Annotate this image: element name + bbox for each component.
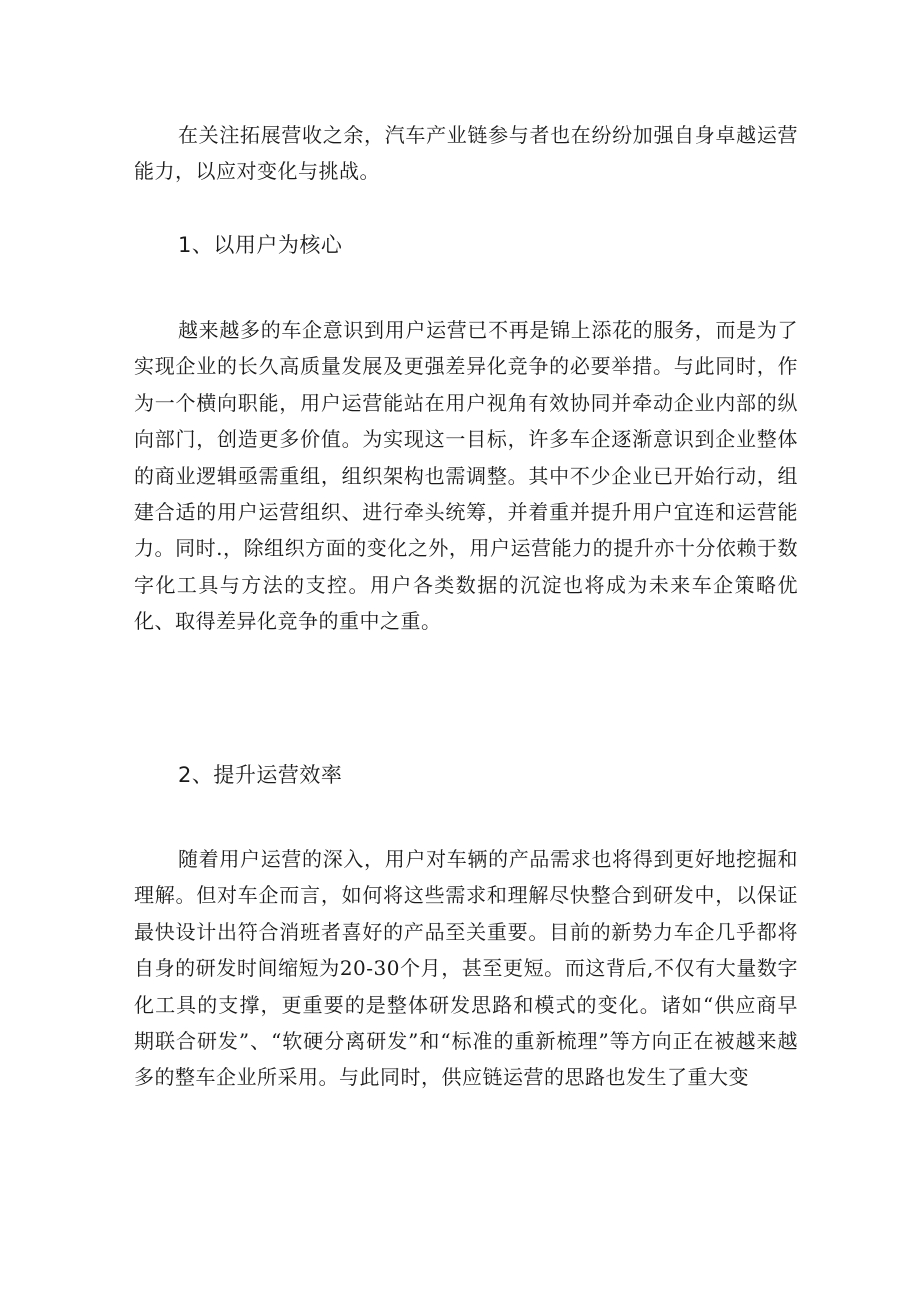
section-heading-operational-efficiency: 2、提升运营效率 (178, 763, 343, 787)
user-operations-paragraph: 越来越多的车企意识到用户运营已不再是锦上添花的服务，而是为了实现企业的长久高质量发展及更强差异化竞争的必要举措。与此同时，作为一个横向职能，用户运营能站在用户视角有效协同并牵动企业内部的纵向部门，创造更多价值。为实现这一目标，许多车企逐渐意识到企业整体的商业逻辑亟需重组，组织架构也需调整。其中不少企业已开始行动，组建合适的用户运营组织、进行牵头统筹，并着重并提升用户宜连和运营能力。同时.，除组织方面的变化之外，用户运营能力的提升亦十分依赖于数字化工具与方法的支控。用户各类数据的沉淀也将成为未来车企策略优化、取得差异化竞争的重中之重。 (134, 318, 798, 634)
intro-paragraph: 在关注拓展营收之余，汽车产业链参与者也在纷纷加强自身卓越运营能力，以应对变化与挑战。 (134, 123, 798, 184)
section-heading-user-centric: 1、以用户为核心 (178, 233, 343, 257)
operational-efficiency-paragraph: 随着用户运营的深入，用户对车辆的产品需求也将得到更好地挖掘和理解。但对车企而言，如何将这些需求和理解尽快整合到研发中，以保证最快设计出符合消班者喜好的产品至关重要。目前的新势力车企几乎都将自身的研发时间缩短为20-30个月，甚至更短。而这背后,不仅有大量数字化工具的支撑，更重要的是整体研发思路和模式的变化。诸如“供应商早期联合研发”、“软硬分离研发”和“标准的重新梳理”等方向正在被越来越多的整车企业所采用。与此同时，供应链运营的思路也发生了重大变 (134, 847, 798, 1090)
